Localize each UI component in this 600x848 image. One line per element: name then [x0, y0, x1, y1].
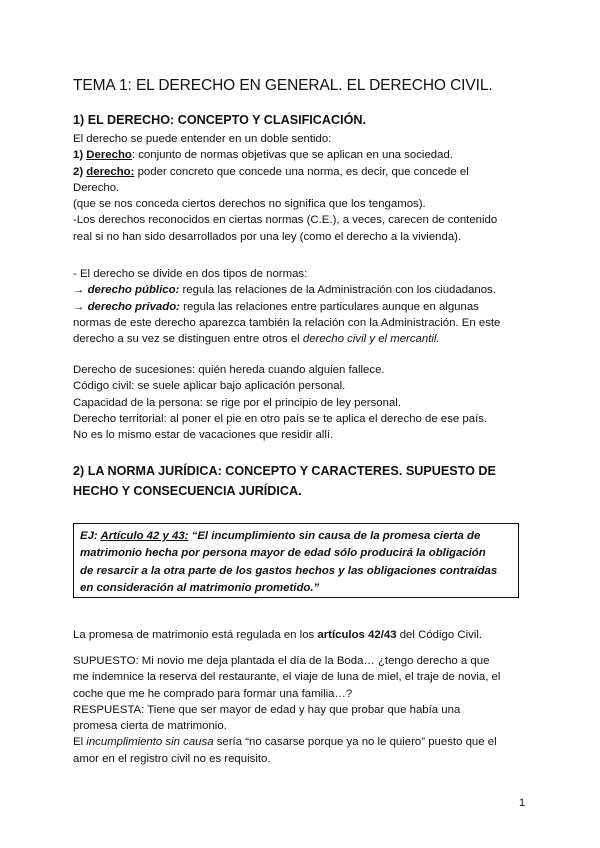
intro-line: El derecho se puede entender en un doble sentido:	[73, 133, 332, 145]
note-vacaciones: No es lo mismo estar de vacaciones que residir allí.	[73, 429, 334, 442]
case-study	[73, 653, 533, 767]
types-intro: - El derecho se divide en dos tipos de normas:	[73, 268, 308, 280]
note-1: (que se nos conceda ciertos derechos no significa que los tengamos).	[73, 198, 426, 211]
section-1-definitions	[73, 131, 533, 245]
note-codigo-civil: Código civil: se suele aplicar bajo aplicación personal.	[73, 380, 346, 393]
regulation-line: La promesa de matrimonio está regulada en los artículos 42/43 del Código Civil.	[73, 629, 483, 641]
incumplimiento-line-1: El incumplimiento sin causa sería “no casarse porque ya no le quiero” puesto que el	[73, 736, 497, 749]
section-1-notes	[73, 362, 533, 443]
arrow-icon: →	[73, 284, 88, 297]
note-sucesiones: Derecho de sucesiones: quién hereda cuando alguien fallece.	[73, 364, 385, 376]
page-number: 1	[519, 797, 526, 809]
respuesta-line-2: promesa cierta de matrimonio.	[73, 720, 227, 733]
note-2-cont: real si no han sido desarrollados por una ley (como el derecho a la vivienda).	[73, 230, 462, 243]
incumplimiento-line-2: amor en el registro civil no es requisito.	[73, 752, 271, 765]
page-title: TEMA 1: EL DERECHO EN GENERAL. EL DERECHO CIVIL.	[73, 77, 493, 94]
arrow-icon: →	[73, 300, 88, 313]
section-2-heading: 2) LA NORMA JURÍDICA: CONCEPTO Y CARACTERES. SUPUESTO DE HECHO Y CONSECUENCIA JURÍDICA.	[73, 464, 496, 498]
private-law-cont-2: derecho a su vez se distinguen entre otros el derecho civil y el mercantil.	[73, 333, 440, 346]
respuesta-line-1: RESPUESTA: Tiene que ser mayor de edad y hay que probar que había una	[73, 703, 461, 716]
supuesto-line-1: SUPUESTO: Mi novio me deja plantada el día de la Boda… ¿tengo derecho a que	[73, 655, 490, 667]
supuesto-line-2: me indemnice la reserva del restaurante, el viaje de luna de miel, el traje de novia, el	[73, 671, 501, 684]
private-law-item: → derecho privado: regula las relaciones entre particulares aunque en algunas	[73, 300, 479, 313]
definition-2-cont: Derecho.	[73, 181, 120, 194]
definition-1: 1) Derecho: conjunto de normas objetivas que se aplican en una sociedad.	[73, 149, 453, 162]
term-derecho: Derecho	[86, 149, 132, 162]
example-box: EJ: Artículo 42 y 43: “El incumplimiento sin causa de la promesa cierta de matrimonio hecha por persona mayor de edad sólo producirá la obligación de resarcir a la otra parte de los gastos hechos y las obligaciones contraídas en consideración al matrimonio prometido.”	[73, 523, 519, 598]
public-law-item: → derecho público: regula las relaciones de la Administración con los ciudadanos.	[73, 284, 496, 297]
note-capacidad: Capacidad de la persona: se rige por el principio de ley personal.	[73, 396, 401, 409]
private-law-cont-1: normas de este derecho aparezca también la relación con la Administración. En este	[73, 316, 501, 329]
section-1-heading: 1) EL DERECHO: CONCEPTO Y CLASIFICACIÓN.	[73, 113, 366, 127]
note-territorial: Derecho territorial: al poner el pie en otro país se te aplica el derecho de ese país.	[73, 412, 488, 425]
supuesto-line-3: coche que me he comprado para formar una familia…?	[73, 687, 353, 700]
article-reference: Artículo 42 y 43:	[100, 530, 189, 542]
term-derecho-subjetivo: derecho:	[86, 165, 135, 178]
section-1-types	[73, 266, 533, 347]
definition-2: 2) derecho: poder concreto que concede una norma, es decir, que concede el	[73, 165, 469, 178]
note-2: -Los derechos reconocidos en ciertas normas (C.E.), a veces, carecen de contenido	[73, 214, 498, 227]
